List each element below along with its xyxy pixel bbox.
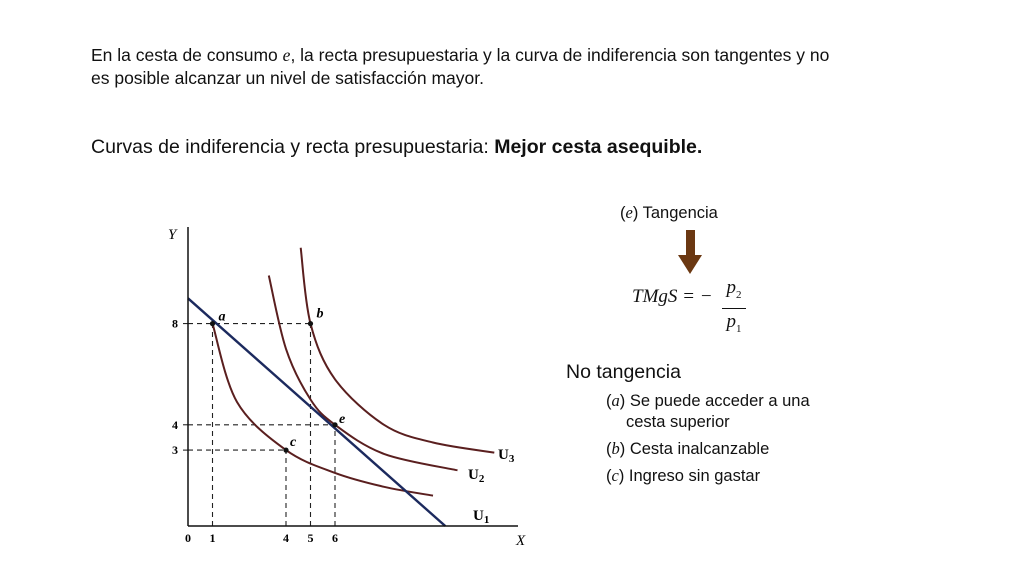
formula-num-sub: 2 <box>736 288 742 301</box>
curve-labels <box>468 447 515 526</box>
item-letter: a <box>611 391 620 410</box>
tangency-label: (e) Tangencia <box>620 203 718 222</box>
formula-den-sub: 1 <box>736 322 742 335</box>
point-b <box>308 321 313 326</box>
budget-line-group <box>188 298 445 526</box>
item-text: Cesta inalcanzable <box>629 440 770 458</box>
list-item: (c) Ingreso sin gastar <box>606 466 761 485</box>
curve-label-u2: $U_2$ <box>468 467 485 485</box>
curve-label-u1: $U_1$ <box>473 508 490 526</box>
y-tick-3: 3 <box>172 443 178 458</box>
x-tick-0: 0 <box>185 531 191 545</box>
dashed-guides <box>188 324 335 526</box>
subtitle-normal: Curvas de indiferencia y recta presupuestaria: <box>91 136 489 158</box>
y-tick-8: 8 <box>172 316 178 331</box>
no-tangency-title: No tangencia <box>566 361 681 383</box>
item-text-continued: cesta superior <box>626 413 730 431</box>
tick-labels <box>172 317 338 545</box>
budget-line <box>188 298 445 526</box>
list-item: (b) Cesta inalcanzable <box>606 439 770 458</box>
point-label-a: a <box>218 309 226 325</box>
x-tick-4: 4 <box>283 531 289 545</box>
point-markers <box>210 307 345 453</box>
formula-den: p <box>726 310 736 332</box>
indifference-chart <box>150 215 540 555</box>
curve-label-u3: $U_3$ <box>498 447 515 465</box>
fraction-bar <box>722 308 746 309</box>
item-text: Ingreso sin gastar <box>628 467 761 485</box>
intro-text <box>91 44 851 90</box>
x-axis-label: X <box>516 533 526 549</box>
point-c <box>283 448 288 453</box>
subtitle-bold: Mejor cesta asequible. <box>494 136 703 158</box>
x-tick-5: 5 <box>307 531 314 545</box>
point-label-e: e <box>339 411 346 427</box>
item-letter: b <box>611 439 620 458</box>
point-label-b: b <box>316 306 324 322</box>
list-item: (a) Se puede acceder a una cesta superior <box>606 391 810 431</box>
point-a <box>210 321 215 326</box>
point-e <box>332 422 337 427</box>
point-label-c: c <box>290 435 297 451</box>
tangency-text: Tangencia <box>642 204 718 222</box>
x-tick-1: 1 <box>209 531 216 545</box>
y-axis-label: Y <box>168 227 177 243</box>
down-arrow-head-icon <box>678 255 702 274</box>
intro-var: e <box>282 45 291 65</box>
item-text: Se puede acceder a una <box>629 392 810 410</box>
down-arrow-icon <box>686 230 695 256</box>
tangency-letter: e <box>625 203 633 222</box>
intro-part2: , la recta presupuestaria y la curva de indiferencia son tangentes y no es posible alcanzar un nivel de satisfacción mayor. <box>91 45 830 88</box>
page-subtitle <box>91 136 702 159</box>
intro-part1: En la cesta de consumo <box>91 45 278 65</box>
x-tick-6: 6 <box>332 531 338 545</box>
indifference-curves <box>213 248 495 496</box>
formula-fraction <box>722 276 746 341</box>
y-tick-4: 4 <box>172 417 178 432</box>
formula-num: p <box>726 277 736 298</box>
formula-lhs: TMgS = − <box>632 286 713 307</box>
item-letter: c <box>611 466 619 485</box>
axes <box>168 227 526 549</box>
no-tangency-list <box>606 390 810 492</box>
